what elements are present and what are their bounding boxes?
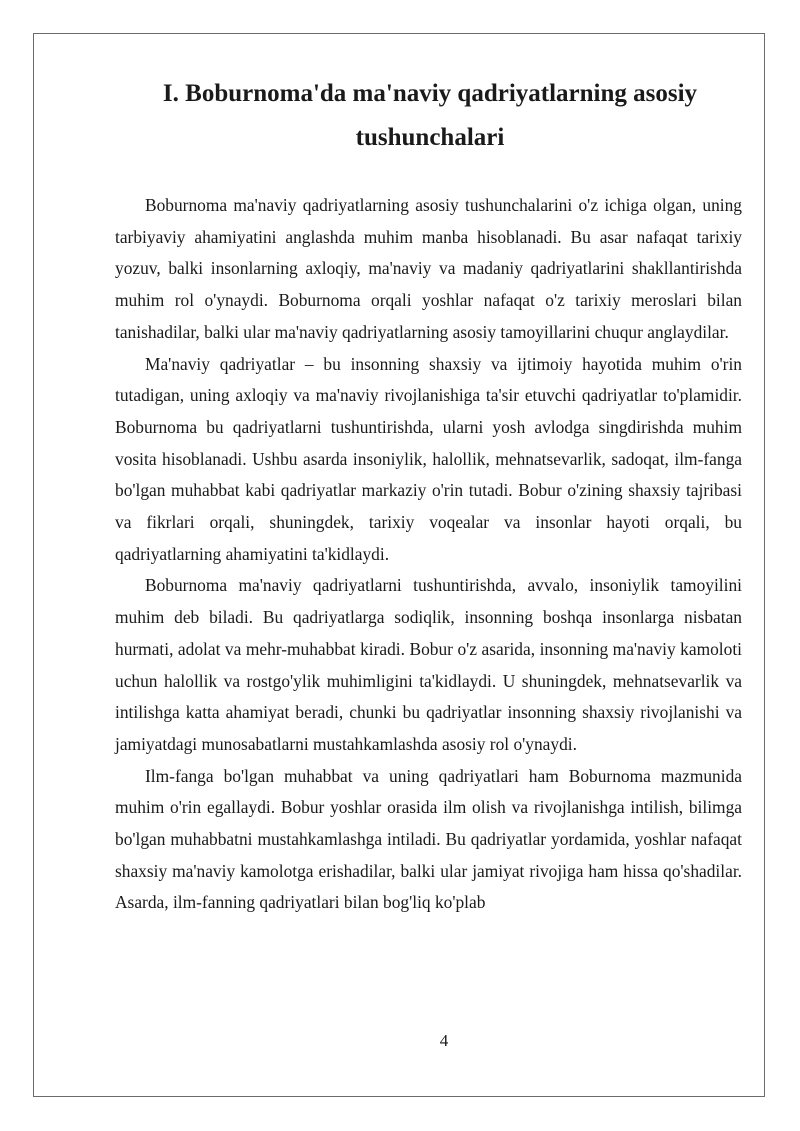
page-number: 4 (439, 1031, 449, 1050)
paragraph: Boburnoma ma'naviy qadriyatlarni tushuntirishda, avvalo, insoniylik tamoyilini muhim deb biladi. Bu qadriyatlarga sodiqlik, insonning boshqa insonlarga nisbatan hurmati, adolat va mehr-muhabbat kiradi. Bobur o'z asarida, insonning ma'naviy kamoloti uchun halollik va rostgo'ylik muhimligini ta'kidlaydi. U shuningdek, mehnatsevarlik va intilishga katta ahamiyat beradi, chunki bu qadriyatlar insonning shaxsiy rivojlanishi va jamiyatdagi munosabatlarni mustahkamlashda asosiy rol o'ynaydi. (115, 575, 742, 754)
paragraph: Ilm-fanga bo'lgan muhabbat va uning qadriyatlari ham Boburnoma mazmunida muhim o'rin egallaydi. Bobur yoshlar orasida ilm olish va rivojlanishga intilish, bilimga bo'lgan muhabbatni mustahkamlashga intiladi. Bu qadriyatlar yordamida, yoshlar nafaqat shaxsiy ma'naviy kamolotga erishadilar, balki ular jamiyat rivojiga ham hissa qo'shadilar. Asarda, ilm-fanning qadriyatlari bilan bog'liq ko'plab (115, 765, 742, 913)
paragraph: Boburnoma ma'naviy qadriyatlarning asosiy tushunchalarini o'z ichiga olgan, uning tarbiyaviy ahamiyatini anglashda muhim manba hisoblanadi. Bu asar nafaqat tarixiy yozuv, balki insonlarning axloqiy, ma'naviy va madaniy qadriyatlarini shakllantirishda muhim rol o'ynaydi. Boburnoma orqali yoshlar nafaqat o'z tarixiy meroslari bilan tanishadilar, balki ular ma'naviy qadriyatlarning asosiy tamoyillarini chuqur anglaydilar. (115, 195, 742, 342)
section-heading: I. Boburnoma'da ma'naviy qadriyatlarning asosiy tushunchalari (162, 80, 698, 151)
body-text (115, 190, 742, 919)
paragraph: Ma'naviy qadriyatlar – bu insonning shaxsiy va ijtimoiy hayotida muhim o'rin tutadigan, uning axloqiy va ma'naviy rivojlanishiga ta'sir etuvchi qadriyatlar to'plamidir. Boburnoma bu qadriyatlarni tushuntirishda, ularni yosh avlodga singdirishda muhim vosita hisoblanadi. Ushbu asarda insoniylik, halollik, mehnatsevarlik, sadoqat, ilm-fanga bo'lgan muhabbat kabi qadriyatlar markaziy o'rin tutadi. Bobur o'zining shaxsiy tajribasi va fikrlari orqali, shuningdek, tarixiy voqealar va insonlar hayoti orqali, bu qadriyatlarning ahamiyatini ta'kidlaydi. (115, 353, 742, 564)
